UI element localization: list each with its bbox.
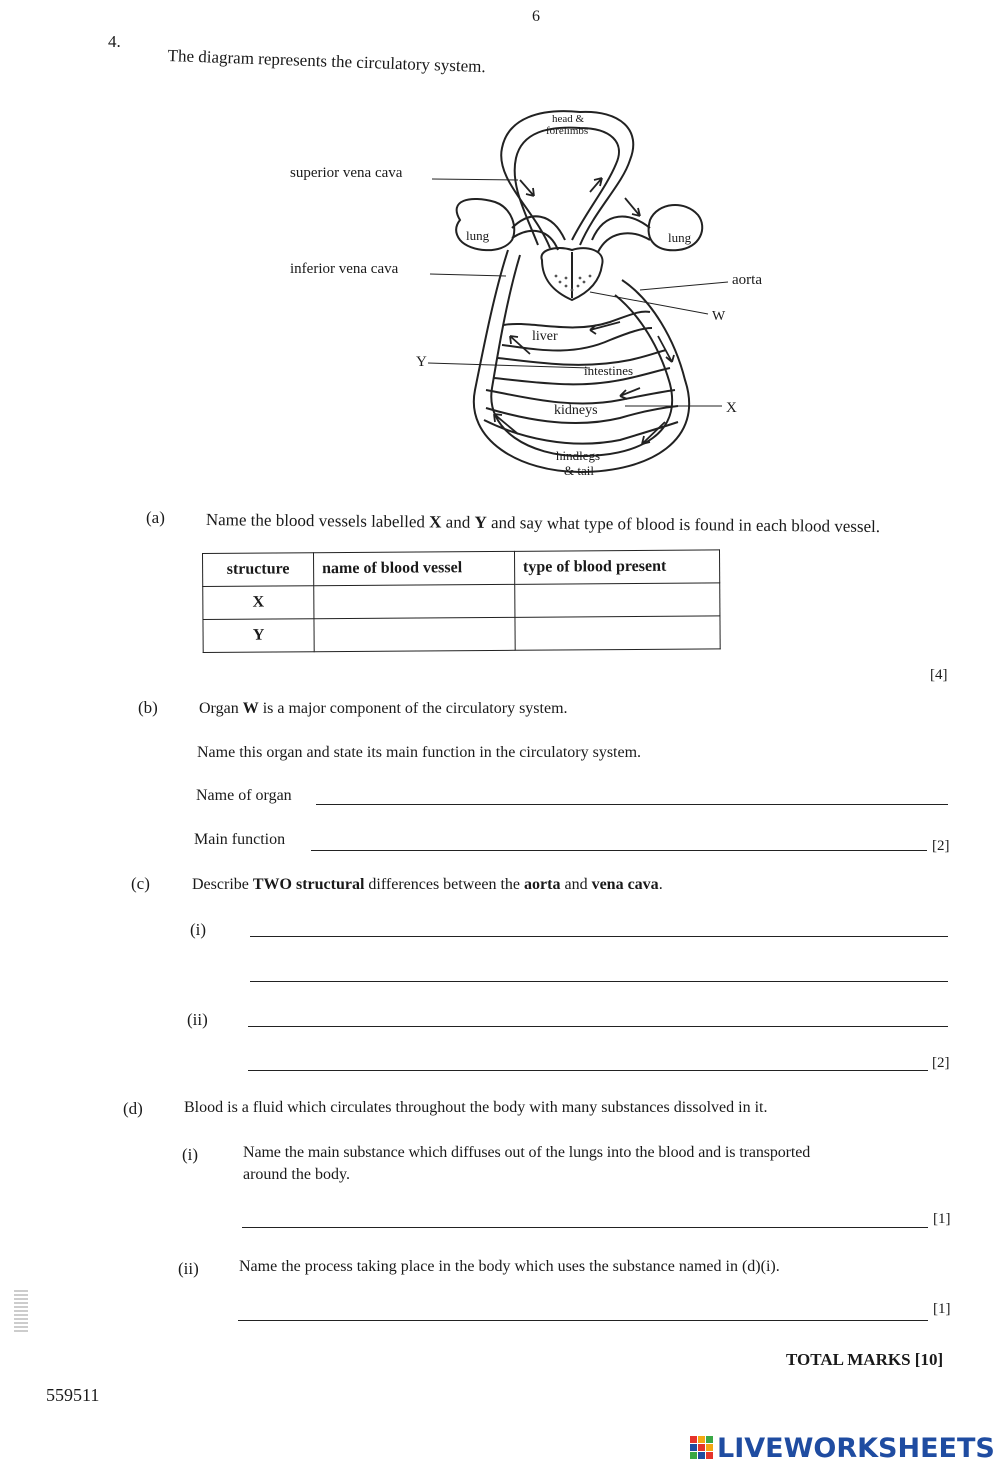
part-d-label: (d): [123, 1099, 143, 1118]
answer-line-d-ii[interactable]: [238, 1320, 928, 1321]
label-inferior-vena-cava: inferior vena cava: [290, 261, 399, 277]
part-a-marks: [4]: [930, 667, 948, 683]
part-d-sub-ii-marks: [1]: [933, 1301, 951, 1317]
part-d-question: Blood is a fluid which circulates throughout the body with many substances dissolved in it.: [184, 1099, 768, 1116]
part-c-sub-i: (i): [190, 920, 207, 939]
question-intro: The diagram represents the circulatory system.: [167, 46, 486, 77]
table-cell-structure: Y: [203, 619, 314, 653]
part-d-sub-i: (i): [182, 1145, 199, 1164]
label-kidneys: kidneys: [554, 403, 598, 418]
label-w: W: [712, 309, 726, 324]
table-header: name of blood vessel: [314, 551, 515, 585]
label-lung-right: lung: [668, 230, 692, 245]
label-hindlegs: hindlegs: [556, 448, 601, 463]
label-lung-left: lung: [466, 228, 490, 243]
part-d-sub-i-question: Name the main substance which diffuses out of the lungs into the blood and is transported: [243, 1144, 811, 1161]
side-stamp: [14, 1288, 28, 1332]
part-d-sub-i-marks: [1]: [933, 1211, 951, 1227]
answer-cell-x-blood[interactable]: [515, 583, 720, 617]
table-header: structure: [203, 553, 314, 587]
part-c-sub-ii: (ii): [187, 1010, 208, 1029]
table-header-row: [203, 550, 720, 587]
part-d-sub-ii: (ii): [178, 1259, 199, 1278]
label-superior-vena-cava: superior vena cava: [290, 165, 403, 181]
answer-line-c-ii-2[interactable]: [248, 1070, 928, 1071]
answer-line-d-i[interactable]: [242, 1227, 928, 1228]
logo-text: LIVEWORKSHEETS: [717, 1432, 995, 1464]
table-row: [203, 583, 720, 620]
table-row: [203, 616, 720, 653]
footer-code: 559511: [46, 1385, 100, 1405]
answer-line-c-i-1[interactable]: [250, 936, 948, 937]
part-a-label: (a): [146, 508, 165, 527]
total-marks: TOTAL MARKS [10]: [786, 1350, 944, 1369]
question-number: 4.: [108, 32, 121, 51]
field-organ-label: Name of organ: [196, 787, 292, 804]
liveworksheets-logo: [690, 1430, 995, 1466]
page-number: 6: [532, 8, 540, 25]
answer-line-c-ii-1[interactable]: [248, 1026, 948, 1027]
logo-grid-icon: [690, 1436, 714, 1460]
part-c-marks: [2]: [932, 1055, 950, 1071]
label-intestines: intestines: [584, 363, 634, 378]
answer-line-organ[interactable]: [316, 804, 948, 805]
label-forelimbs: forelimbs: [546, 125, 589, 137]
answer-table: [202, 549, 721, 653]
label-y: Y: [416, 354, 427, 370]
part-d-sub-ii-question: Name the process taking place in the body which uses the substance named in (d)(i).: [239, 1258, 780, 1275]
label-head: head &: [552, 113, 585, 125]
part-c-question: Describe TWO structural differences between the aorta and vena cava.: [192, 876, 663, 893]
table-header: type of blood present: [514, 550, 719, 584]
label-aorta: aorta: [732, 272, 762, 288]
part-b-instruction: Name this organ and state its main function in the circulatory system.: [197, 744, 642, 761]
label-liver: liver: [532, 329, 558, 344]
circulatory-diagram: [280, 100, 800, 490]
answer-cell-x-vessel[interactable]: [314, 584, 515, 618]
label-x: X: [726, 400, 737, 416]
answer-cell-y-vessel[interactable]: [314, 617, 515, 651]
field-function-label: Main function: [194, 831, 286, 848]
answer-line-function[interactable]: [311, 850, 927, 851]
table-cell-structure: X: [203, 586, 314, 620]
part-b-question: Organ W is a major component of the circulatory system.: [199, 700, 568, 717]
part-b-marks: [2]: [932, 838, 950, 854]
part-d-sub-i-question-cont: around the body.: [243, 1166, 350, 1183]
part-c-label: (c): [131, 874, 150, 893]
answer-cell-y-blood[interactable]: [515, 616, 720, 650]
answer-line-c-i-2[interactable]: [250, 981, 948, 982]
part-a-question: Name the blood vessels labelled X and Y and say what type of blood is found in each blood vessel.: [205, 510, 881, 537]
label-tail: & tail: [564, 463, 594, 478]
part-b-label: (b): [138, 698, 158, 717]
